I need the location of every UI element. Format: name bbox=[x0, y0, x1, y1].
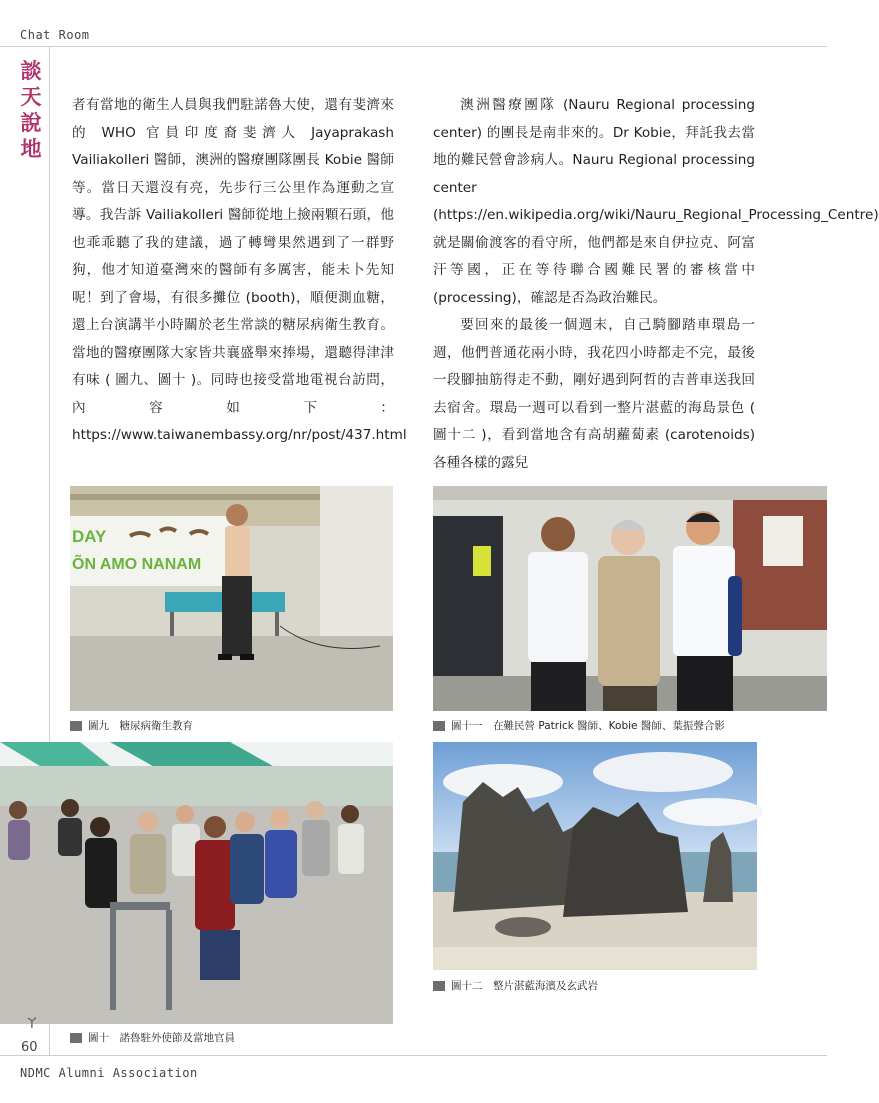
caption-marker bbox=[70, 1033, 82, 1043]
caption-fig12 bbox=[433, 978, 598, 993]
caption-fig9 bbox=[70, 718, 193, 733]
page-number: 60 bbox=[21, 1040, 38, 1055]
footer-rule bbox=[0, 1055, 827, 1056]
caption-marker bbox=[70, 721, 82, 731]
paragraph: 澳洲醫療團隊 (Nauru Regional processing center) 的團長是南非來的。Dr Kobie，拜託我去當地的難民營會診病人。Nauru Regional processing center (https://en.wikipedia.org/wiki/Nauru_Regional_Processing_Centre) 就是關偷渡客的看守所，他們都是來自伊拉克、阿富汗等國，正在等待聯合國難民署的審核當中 (processing)，確認是否為政治難民。 bbox=[433, 97, 879, 306]
running-footer-title: NDMC Alumni Association bbox=[20, 1066, 198, 1080]
banner-text-2: ÕN AMO NANAM bbox=[72, 556, 202, 573]
caption-text: 圖十二 整片湛藍海濱及玄武岩 bbox=[451, 980, 598, 992]
caption-fig11 bbox=[433, 718, 725, 733]
section-title-char: 說 bbox=[20, 111, 42, 135]
photo-diabetes-education bbox=[70, 486, 393, 711]
running-header-title: Chat Room bbox=[20, 28, 90, 42]
banner-text-1: DAY bbox=[72, 527, 107, 546]
photo-refugee-camp-group bbox=[433, 486, 827, 711]
section-title-char: 天 bbox=[20, 85, 42, 109]
paragraph: 者有當地的衛生人員與我們駐諾魯大使，還有斐濟來的 WHO 官員印度裔斐濟人 Jayaprakash Vailiakolleri 醫師，澳洲的醫療團隊團長 Kobie 醫師等。當日天還沒有亮，先步行三公里作為運動之宣導。我告訴 Vailiakolleri 醫師從地上撿兩顆石頭，他也乖乖聽了我的建議，過了轉彎果然遇到了一群野狗，他才知道臺灣來的醫師有多厲害，能未卜先知呢！到了會場，有很多攤位 (booth)，順便測血糖，還上台演講半小時關於老生常談的糖尿病衛生教育。當地的醫療團隊大家皆共襄盛舉來捧場，還聽得津津有味 ( 圖九、圖十 )。同時也接受當地電視台訪問，內容如下：https://www.taiwanembassy.org/nr/post/437.html bbox=[72, 97, 407, 443]
photo-fig12-illustration bbox=[433, 742, 757, 970]
cut-off-fragment: ㄚ bbox=[25, 1015, 39, 1031]
left-text-column bbox=[72, 92, 407, 450]
caption-marker bbox=[433, 981, 445, 991]
header-rule bbox=[0, 46, 827, 47]
caption-fig10 bbox=[70, 1030, 235, 1045]
photo-diplomats-officials bbox=[0, 742, 393, 1024]
photo-fig11-illustration bbox=[433, 486, 827, 711]
section-title bbox=[18, 58, 44, 162]
caption-text: 圖十 諾魯駐外使節及當地官員 bbox=[88, 1032, 235, 1044]
section-title-char: 地 bbox=[20, 137, 42, 161]
paragraph: 要回來的最後一個週末，自己騎腳踏車環島一週，他們普通花兩小時，我花四小時都走不完，最後一段腳抽筋得走不動，剛好遇到阿哲的吉普車送我回去宿舍。環島一週可以看到一整片湛藍的海島景色 ( 圖十二 )，看到當地含有高胡蘿蔔素 (carotenoids) 各種各樣的露兒 bbox=[433, 317, 755, 471]
photo-fig10-illustration bbox=[0, 742, 393, 1024]
photo-coastline-rocks bbox=[433, 742, 757, 970]
right-text-column bbox=[433, 92, 879, 477]
caption-text: 圖十一 在難民營 Patrick 醫師、Kobie 醫師、葉振聲合影 bbox=[451, 720, 725, 732]
caption-text: 圖九 糖尿病衛生教育 bbox=[88, 720, 193, 732]
section-title-char: 談 bbox=[20, 59, 42, 83]
caption-marker bbox=[433, 721, 445, 731]
photo-fig9-illustration bbox=[70, 486, 393, 711]
